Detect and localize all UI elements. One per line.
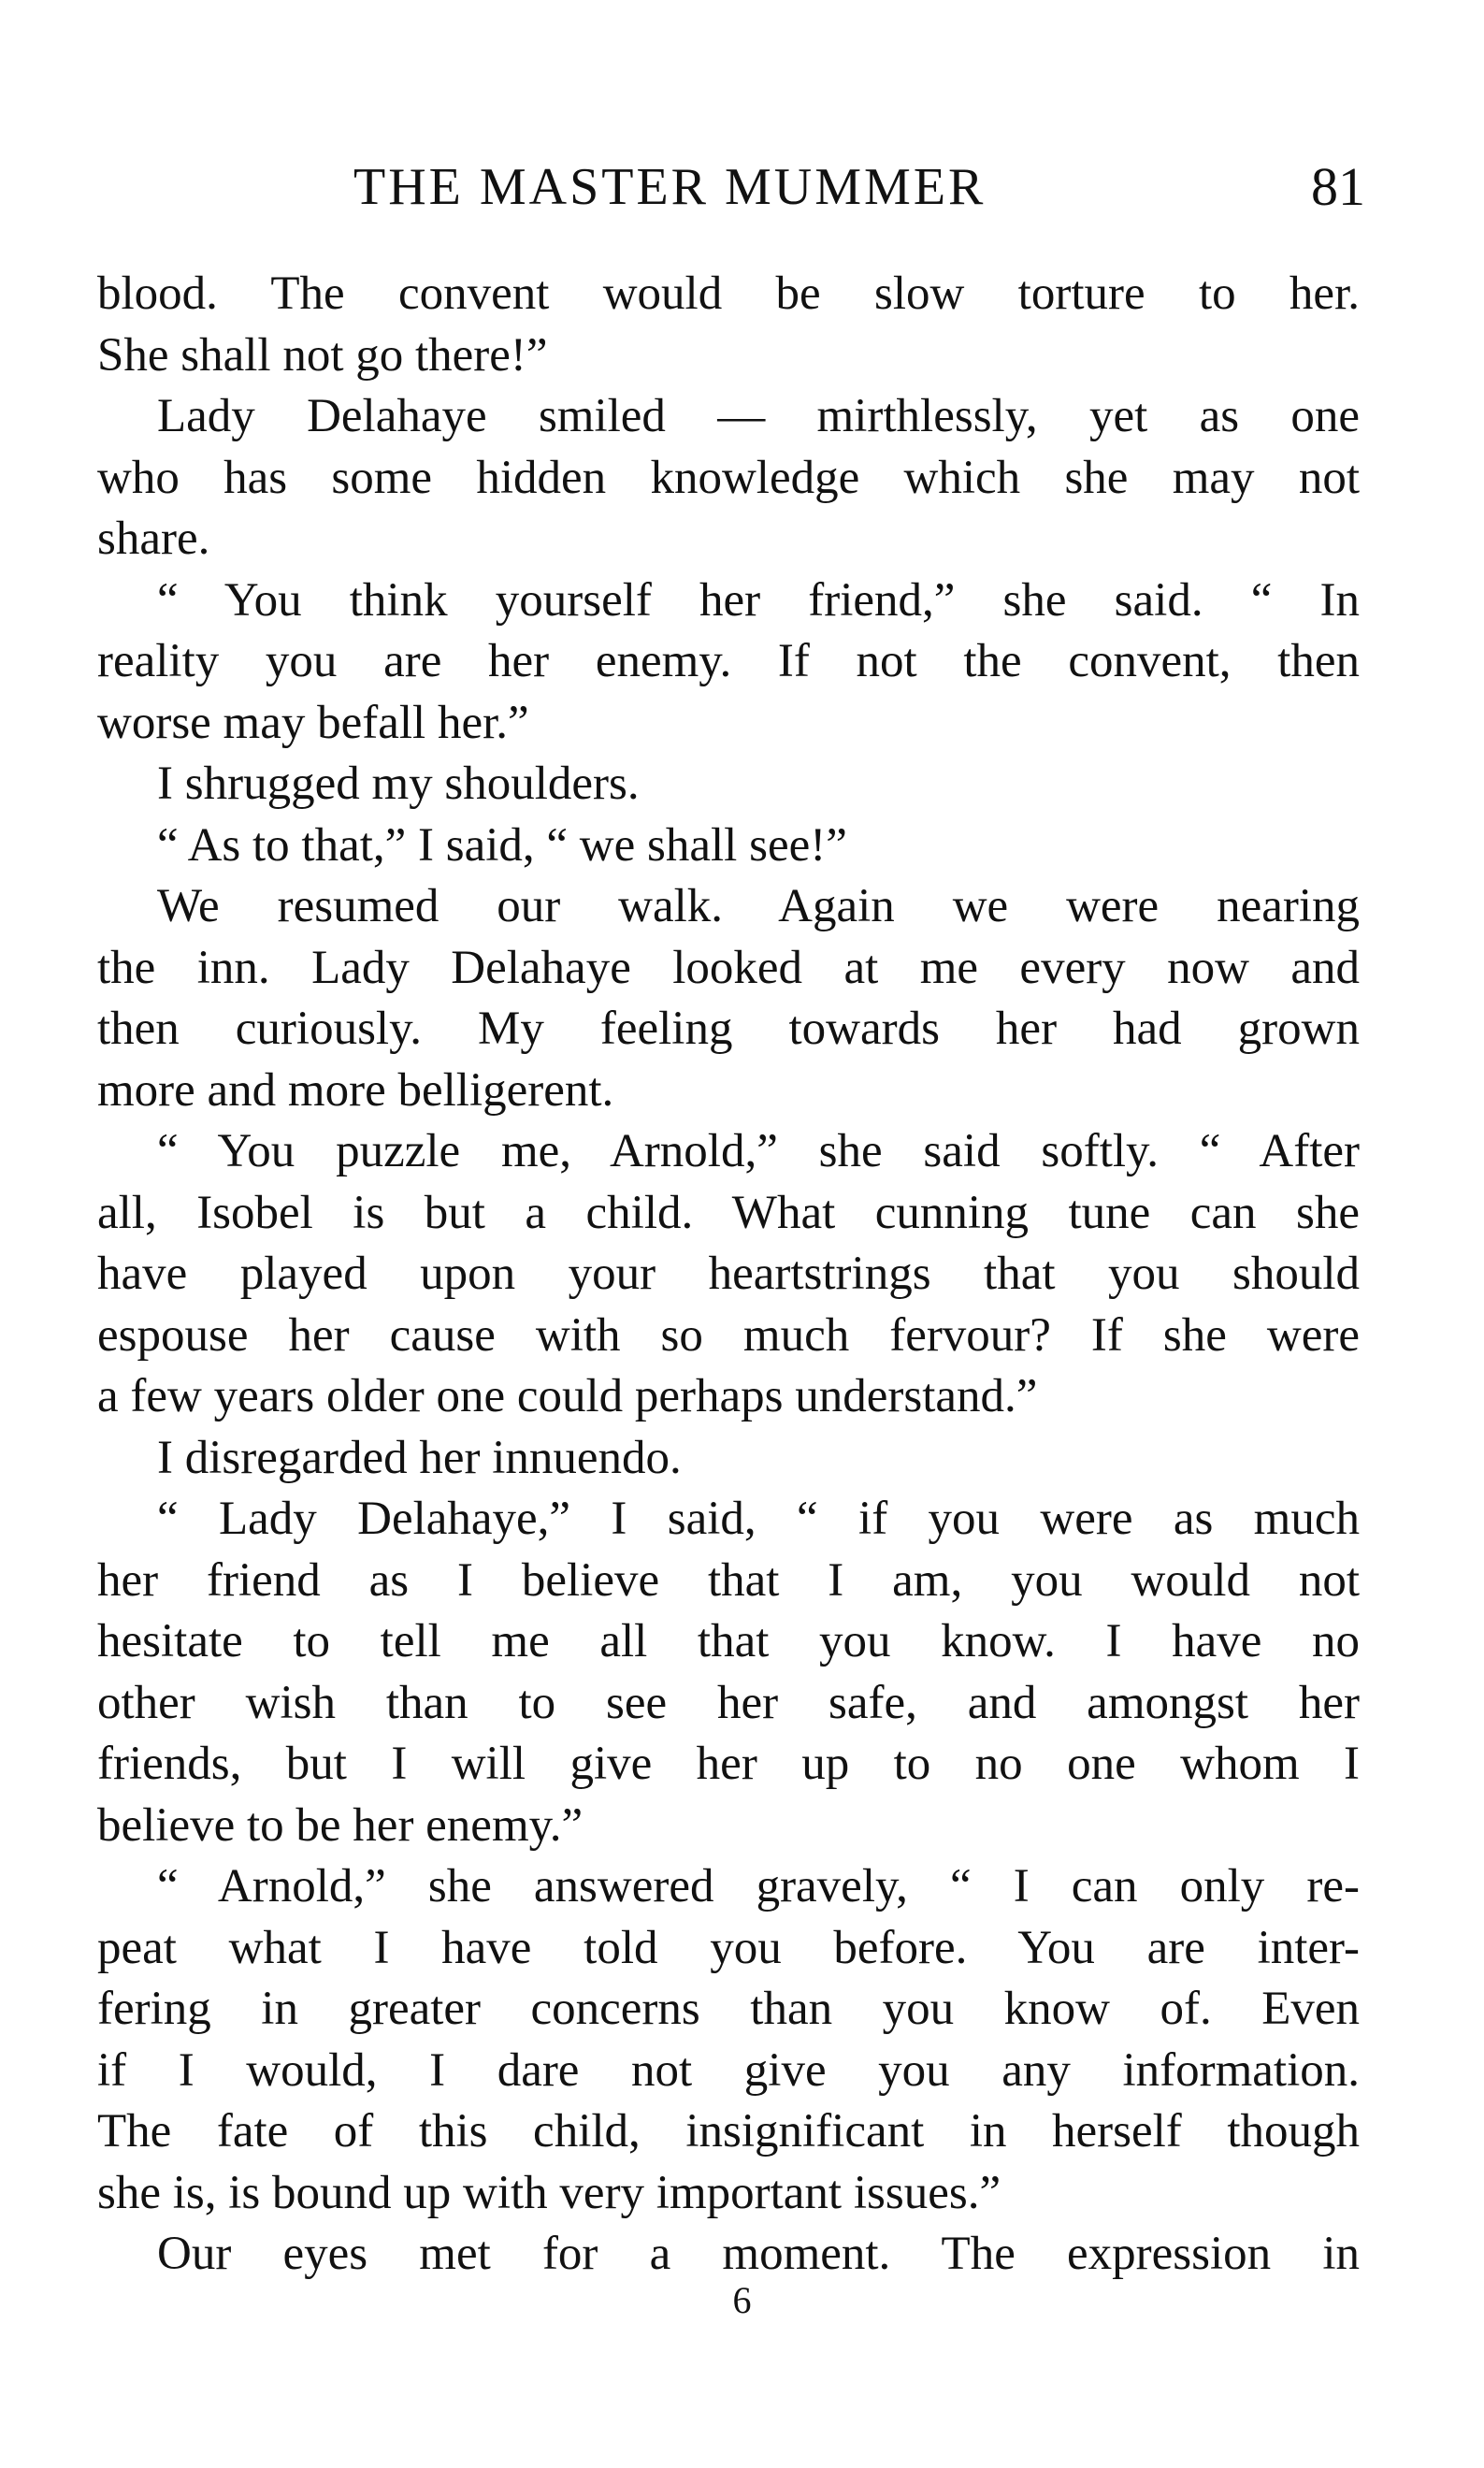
text-line: I shrugged my shoulders. <box>157 758 640 810</box>
text-line: “ Arnold,” she answered gravely, “ I can only re- <box>157 1860 1360 1912</box>
text-line: all, Isobel is but a child. What cunning tune can she <box>97 1186 1360 1239</box>
text-line: worse may befall her.” <box>97 696 529 749</box>
text-line: She shall not go there!” <box>97 328 548 382</box>
text-line: who has some hidden knowledge which she may not <box>97 451 1360 504</box>
text-line: peat what I have told you before. You are inter- <box>97 1921 1360 1974</box>
text-line: hesitate to tell me all that you know. I have no <box>97 1615 1360 1667</box>
text-line: she is, is bound up with very important issues.” <box>97 2166 1001 2219</box>
text-line: then curiously. My feeling towards her had grown <box>97 1003 1360 1055</box>
text-line: “ You think yourself her friend,” she said. “ In <box>157 573 1360 627</box>
text-line: “ You puzzle me, Arnold,” she said softly. “ After <box>157 1125 1360 1177</box>
signature-mark: 6 <box>732 2279 752 2321</box>
text-line: “ Lady Delahaye,” I said, “ if you were as much <box>157 1493 1360 1545</box>
text-line: believe to be her enemy.” <box>97 1798 584 1852</box>
text-line: reality you are her enemy. If not the convent, then <box>97 635 1360 687</box>
text-line: espouse her cause with so much fervour? If she were <box>97 1308 1360 1362</box>
text-line: if I would, I dare not give you any information. <box>97 2043 1360 2097</box>
text-line: fering in greater concerns than you know of. Even <box>97 1983 1360 2035</box>
body-text <box>97 264 1360 2286</box>
text-line: Lady Delahaye smiled — mirthlessly, yet as one <box>157 390 1360 442</box>
text-line: The fate of this child, insignificant in herself though <box>97 2105 1360 2158</box>
text-line: I disregarded her innuendo. <box>157 1431 682 1484</box>
text-line: the inn. Lady Delahaye looked at me every now and <box>97 941 1360 994</box>
text-line: friends, but I will give her up to no one whom I <box>97 1738 1360 1790</box>
running-title: THE MASTER MUMMER <box>353 158 987 216</box>
text-line: have played upon your heartstrings that you should <box>97 1248 1360 1300</box>
text-line: blood. The convent would be slow torture to her. <box>97 267 1360 320</box>
text-line: We resumed our walk. Again we were nearing <box>157 880 1360 932</box>
text-line: “ As to that,” I said, “ we shall see!” <box>157 818 847 872</box>
text-line: share. <box>97 512 210 565</box>
text-line: Our eyes met for a moment. The expression in <box>157 2228 1360 2280</box>
text-line: other wish than to see her safe, and amongst her <box>97 1676 1360 1729</box>
text-line: her friend as I believe that I am, you would not <box>97 1553 1360 1607</box>
text-line: a few years older one could perhaps understand.” <box>97 1370 1038 1422</box>
page-number: 81 <box>1311 156 1365 217</box>
text-line: more and more belligerent. <box>97 1063 614 1117</box>
page-header <box>101 150 1365 224</box>
